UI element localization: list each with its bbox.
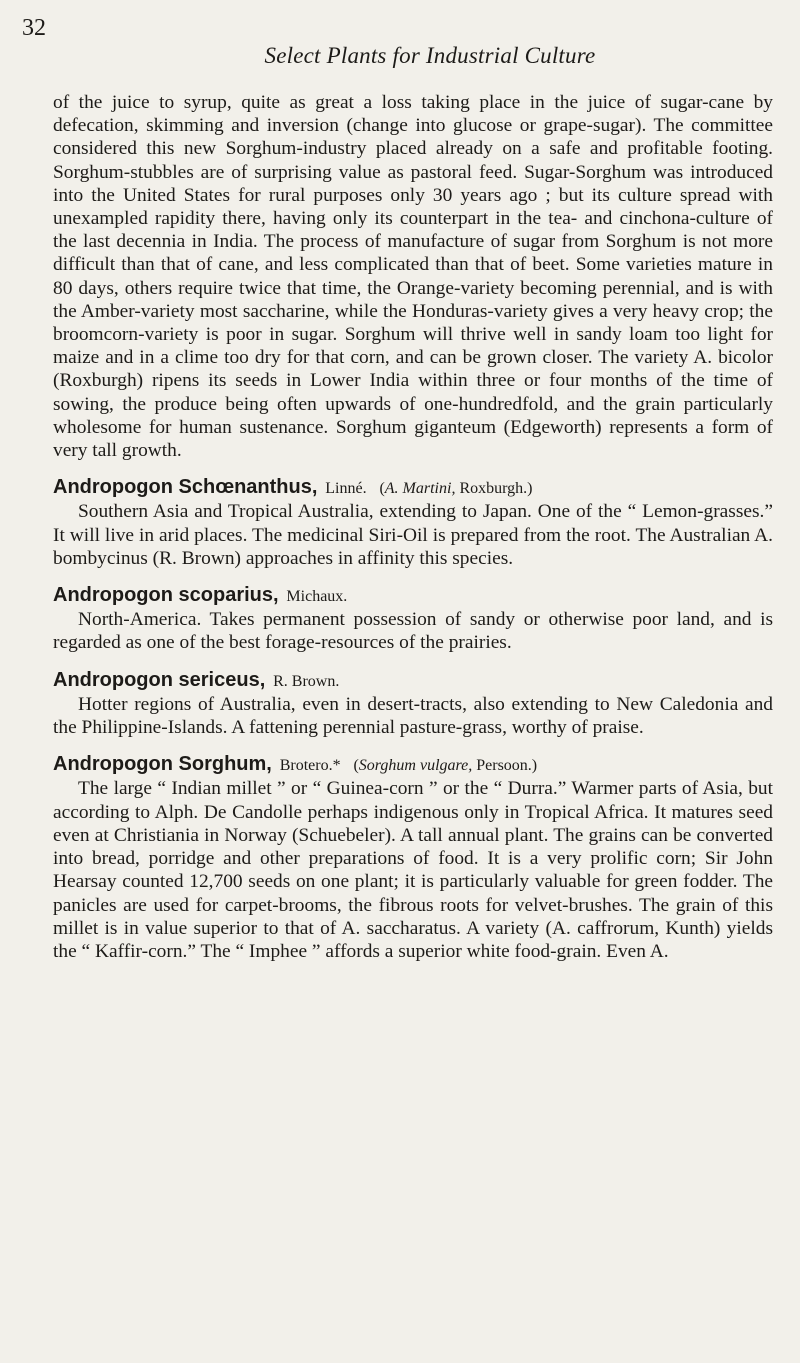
synonym-open: ( xyxy=(379,480,385,498)
synonym xyxy=(379,480,532,497)
continued-paragraph: of the juice to syrup, quite as great a loss taking place in the juice of sugar-cane by defecation, skimming and inversion (change into glucose or grape-sugar). The committee considered this new Sorghum-industry placed already on a safe and profitable footing. Sorghum-stubbles are of surprising value as pastoral feed. Sugar-Sorghum was introduced into the United States for rural purposes only 30 years ago ; but its culture spread with unexampled rapidity there, having only its counterpart in the tea- and cinchona-culture of the last decennia in India. The process of manufacture of sugar from Sorghum is not more difficult than that of cane, and less complicated than that of beet. Some varieties mature in 80 days, others require twice that time, the Orange-variety becoming perennial, and is with the Amber-variety most saccharine, while the Honduras-variety gives a very heavy crop; the broomcorn-variety is poor in sugar. Sorghum will thrive well in sandy loam too light for maize and in a clime too dry for that corn, and can be grown closer. The variety A. bicolor (Roxburgh) ripens its seeds in Lower India within three or four months of the time of sowing, the produce being often upwards of one-hundredfold, and the grain particularly wholesome for human sustenance. Sorghum giganteum (Edgeworth) represents a form of very tall growth. xyxy=(53,92,773,462)
plant-entry-sorghum xyxy=(53,753,773,963)
species-name: Andropogon scoparius, xyxy=(53,584,279,607)
species-authority: Brotero.* xyxy=(279,757,341,775)
synonym-author: Persoon.) xyxy=(476,757,538,775)
entry-text: Southern Asia and Tropical Australia, extending to Japan. One of the “ Lemon-grasses.” It will live in arid places. The medicinal Siri-Oil is prepared from the root. The Australian A. bombycinus (R. Brown) approaches in affinity this species. xyxy=(53,501,773,569)
plant-entry-sericeus xyxy=(53,669,773,740)
entry-heading xyxy=(53,753,773,777)
entry-text: The large “ Indian millet ” or “ Guinea-corn ” or the “ Durra.” Warmer parts of Asia, but according to Alph. De Candolle perhaps indigenous only in Tropical Africa. It matures seed even at Christiania in Norway (Schuebeler). A tall annual plant. The grains can be converted into bread, porridge and other preparations of food. It is a very prolific corn; Sir John Hearsay counted 12,700 seeds on one plant; it is particularly valuable for green fodder. The panicles are used for carpet-brooms, the fibrous roots for velvet-brushes. The grain of this millet is in value superior to that of A. saccharatus. A variety (A. caffrorum, Kunth) yields the “ Kaffir-corn.” The “ Imphee ” affords a superior white food-grain. Even A. xyxy=(53,778,773,962)
species-name: Andropogon Sorghum, xyxy=(53,753,272,776)
synonym-name: Sorghum vulgare, xyxy=(358,757,473,775)
species-authority: Michaux. xyxy=(286,588,348,606)
synonym-name: A. Martini, xyxy=(384,480,456,498)
entry-heading xyxy=(53,476,773,500)
page-body xyxy=(53,91,773,963)
synonym xyxy=(353,757,537,774)
page-number: 32 xyxy=(22,15,46,41)
entry-text: Hotter regions of Australia, even in desert-tracts, also extending to New Caledonia and the Philippine-Islands. A fattening perennial pasture-grass, worthy of praise. xyxy=(53,693,773,739)
plant-entry-scoparius xyxy=(53,584,773,655)
species-name: Andropogon Schœnanthus, xyxy=(53,476,318,499)
synonym-open: ( xyxy=(353,757,359,775)
synonym-author: Roxburgh.) xyxy=(459,480,533,498)
species-authority: R. Brown. xyxy=(273,672,340,690)
species-authority: Linné. xyxy=(325,480,367,498)
entry-text: North-America. Takes permanent possession of sandy or otherwise poor land, and is regarded as one of the best forage-resources of the prairies. xyxy=(53,609,773,654)
plant-entry-schoenanthus xyxy=(53,476,773,570)
entry-heading xyxy=(53,669,773,693)
running-head: Select Plants for Industrial Culture xyxy=(264,43,596,68)
entry-heading xyxy=(53,584,773,608)
species-name: Andropogon sericeus, xyxy=(53,668,266,691)
